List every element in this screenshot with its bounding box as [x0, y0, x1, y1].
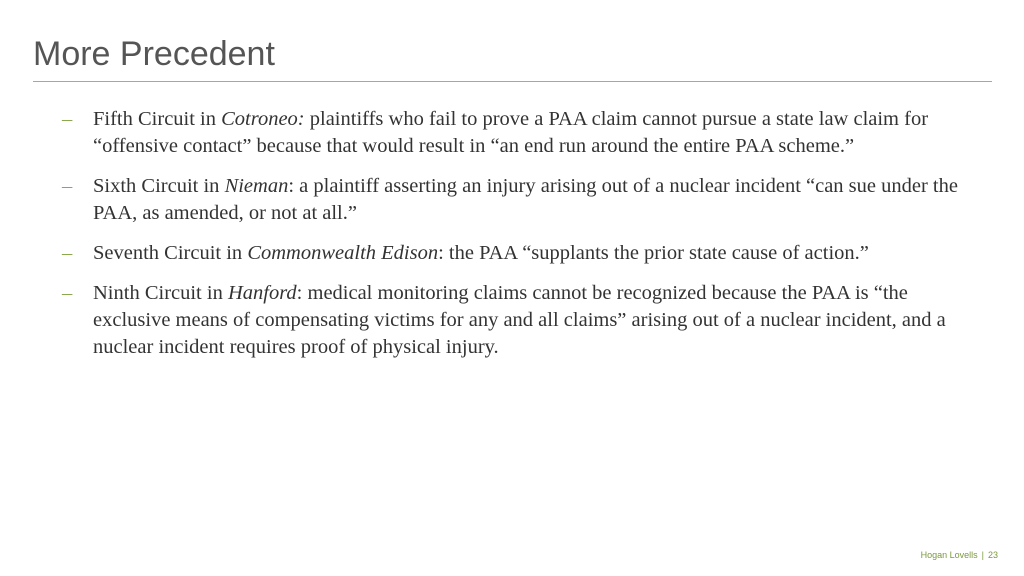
bullet-dash: –: [62, 175, 73, 197]
page-number: 23: [987, 550, 998, 560]
bullet-item-commonwealth-edison: [62, 240, 978, 267]
slide-footer: [921, 549, 998, 561]
bullet-lead: Sixth Circuit in: [93, 175, 225, 197]
bullet-dash: –: [62, 282, 73, 304]
bullet-item-cotroneo: [62, 106, 978, 160]
title-divider: [33, 81, 992, 82]
bullet-lead: Seventh Circuit in: [93, 242, 248, 264]
bullet-lead: Fifth Circuit in: [93, 108, 222, 130]
case-name: Commonwealth Edison: [247, 242, 439, 264]
case-name: Nieman: [224, 175, 289, 197]
bullet-text: : the PAA “supplants the prior state cause of action.”: [438, 242, 869, 264]
bullet-item-hanford: [62, 280, 978, 361]
bullet-text: : a plaintiff asserting an injury arising out of a nuclear incident “can sue under the PAA, as amended, or not at all.”: [93, 175, 958, 224]
bullet-list: [62, 106, 978, 374]
slide-title: More Precedent: [33, 35, 275, 73]
bullet-dash: –: [62, 108, 73, 130]
bullet-text: plaintiffs who fail to prove a PAA claim cannot pursue a state law claim for “offensive contact” because that would result in “an end run around the entire PAA scheme.”: [93, 108, 929, 157]
footer-brand: Hogan Lovells: [920, 550, 978, 560]
bullet-lead: Ninth Circuit in: [93, 282, 228, 304]
footer-separator: |: [981, 550, 984, 560]
case-name: Cotroneo:: [221, 108, 305, 130]
bullet-dash: –: [62, 242, 73, 264]
bullet-text: : medical monitoring claims cannot be recognized because the PAA is “the exclusive means of compensating victims for any and all claims” arising out of a nuclear incident, and a nuclear incident requires proof of physical injury.: [93, 282, 946, 358]
bullet-item-nieman: [62, 173, 978, 227]
case-name: Hanford: [227, 282, 297, 304]
